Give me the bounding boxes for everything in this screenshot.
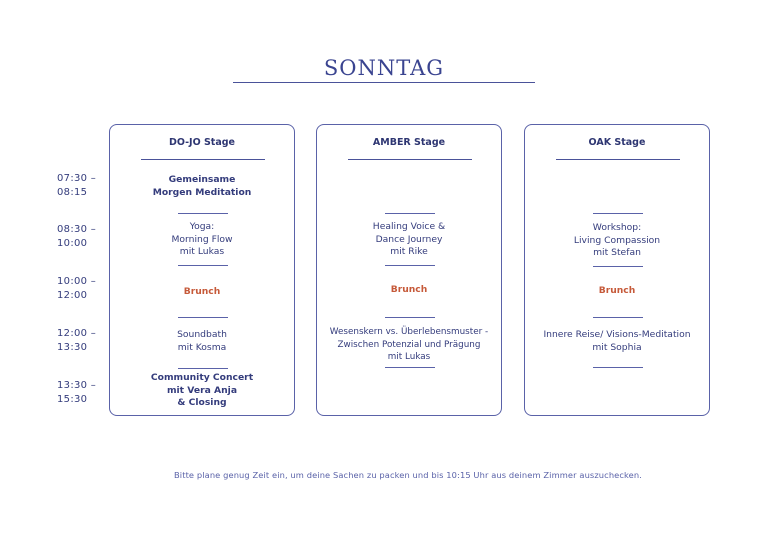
time-end: 13:30 (57, 342, 88, 353)
session-line: Innere Reise/ Visions-Meditation (543, 329, 691, 340)
checkout-note: Bitte plane genug Zeit ein, um deine Sachen zu packen und bis 10:15 Uhr aus deinem Zimmer auszuchecken. (174, 470, 642, 480)
session-line: Gemeinsame (168, 174, 236, 185)
time-end: 12:00 (57, 290, 88, 301)
divider (385, 317, 435, 318)
title-underline (233, 82, 535, 83)
session-line: Soundbath (177, 329, 227, 340)
session-line: Wesenskern vs. Überlebensmuster - (329, 327, 489, 337)
stage-title: AMBER Stage (372, 137, 446, 148)
session-line: Healing Voice & (372, 221, 446, 232)
time-start: 10:00 – (57, 276, 97, 287)
session-line: Brunch (598, 285, 636, 296)
session-line: Workshop: (592, 222, 642, 233)
divider (593, 367, 643, 368)
time-slot-2 (57, 223, 105, 251)
session-line: mit Sophia (592, 341, 642, 353)
session-line: mit Rike (390, 246, 428, 257)
time-end: 15:30 (57, 394, 88, 405)
divider (593, 266, 643, 267)
session-line: Community Concert (150, 372, 254, 383)
stage-title: OAK Stage (588, 137, 646, 148)
divider (178, 368, 228, 369)
divider (178, 317, 228, 318)
session-line: Dance Journey (375, 233, 443, 245)
divider (385, 367, 435, 368)
time-end: 08:15 (57, 187, 88, 198)
page-title: SONNTAG (323, 56, 445, 80)
session-line: mit Lukas (387, 352, 431, 362)
session-community-concert (110, 372, 294, 410)
divider (178, 265, 228, 266)
session-healing-voice (317, 221, 501, 259)
session-line: Zwischen Potenzial und Prägung (337, 339, 481, 350)
session-line: Morgen Meditation (152, 186, 252, 198)
time-start: 13:30 – (57, 380, 97, 391)
session-living-compassion (525, 222, 709, 260)
session-yoga (110, 221, 294, 259)
session-brunch (317, 284, 501, 297)
stage-card-dojo (109, 124, 295, 416)
time-start: 07:30 – (57, 173, 97, 184)
stage-card-oak (524, 124, 710, 416)
time-start: 12:00 – (57, 328, 97, 339)
time-slot-5 (57, 379, 105, 407)
divider (593, 317, 643, 318)
time-slot-1 (57, 172, 105, 200)
time-slot-3 (57, 275, 105, 303)
session-line: mit Vera Anja (166, 384, 238, 396)
divider (385, 213, 435, 214)
stage-title-underline (348, 159, 472, 160)
stage-card-amber (316, 124, 502, 416)
stage-title-underline (556, 159, 680, 160)
time-start: 08:30 – (57, 224, 97, 235)
stage-title-underline (141, 159, 265, 160)
session-line: Brunch (183, 286, 221, 297)
divider (385, 265, 435, 266)
session-soundbath (110, 329, 294, 354)
stage-title: DO-JO Stage (168, 137, 236, 148)
divider (593, 213, 643, 214)
session-innere-reise (525, 329, 709, 354)
session-morning-meditation (110, 174, 294, 199)
session-line: Brunch (390, 284, 428, 295)
session-line: mit Kosma (177, 341, 227, 353)
session-line: mit Stefan (593, 247, 641, 258)
divider (178, 213, 228, 214)
session-line: Yoga: (189, 221, 215, 232)
session-brunch (525, 285, 709, 298)
session-line: Living Compassion (573, 234, 661, 246)
time-slot-4 (57, 327, 105, 355)
session-brunch (110, 286, 294, 299)
session-wesenskern (317, 326, 501, 364)
session-line: mit Lukas (179, 246, 225, 257)
time-end: 10:00 (57, 238, 88, 249)
session-line: Morning Flow (171, 233, 233, 245)
session-line: & Closing (177, 397, 227, 408)
